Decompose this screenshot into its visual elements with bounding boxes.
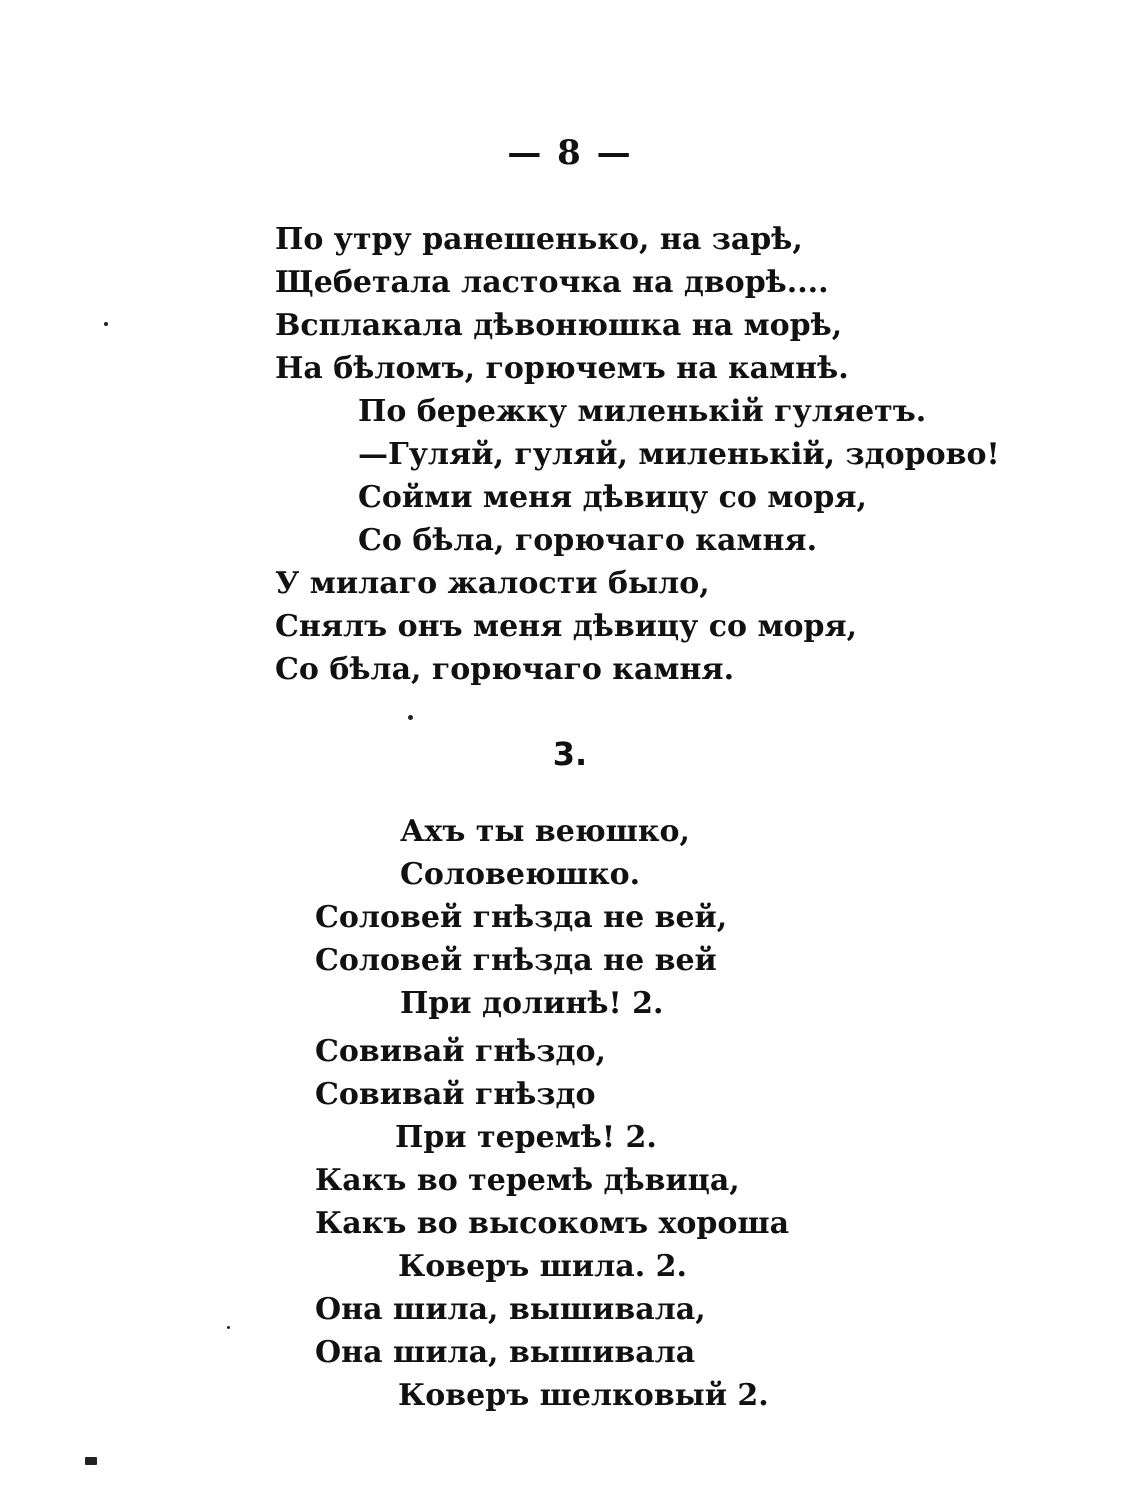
poem-line: Сойми меня дѣвицу со моря, [358,480,867,515]
poem-line: Коверъ шила. 2. [398,1249,687,1284]
poem-line: При теремѣ! 2. [395,1120,657,1155]
poem-line: Коверъ шелковый 2. [398,1378,769,1413]
poem-line: Соловей гнѣзда не вей, [315,900,728,935]
poem-line: Соловей гнѣзда не вей [315,943,717,978]
poem-line: Всплакала дѣвонюшка на морѣ, [275,308,843,343]
poem-line: Ахъ ты веюшко, [400,814,690,849]
scan-speck [85,1457,97,1465]
poem-line: При долинѣ! 2. [400,986,664,1021]
poem-line: Со бѣла, горючаго камня. [275,652,735,687]
poem-line: По утру ранешенько, на зарѣ, [275,222,803,257]
poem-line: У милаго жалости было, [275,566,710,601]
page-number: — 8 — [507,133,633,173]
poem-line: На бѣломъ, горючемъ на камнѣ. [275,351,849,386]
poem-line: Она шила, вышивала [315,1335,696,1370]
poem-line: Какъ во высокомъ хороша [315,1206,790,1241]
section-number: 3. [552,735,588,773]
poem-line: Совивай гнѣздо [315,1077,596,1112]
poem-line: По бережку миленькій гуляетъ. [358,394,927,429]
scan-speck [408,715,413,720]
poem-line: Соловеюшко. [400,857,641,892]
poem-line: Щебетала ласточка на дворѣ.... [275,265,829,300]
poem-line: Снялъ онъ меня дѣвицу со моря, [275,609,858,644]
poem-line: Со бѣла, горючаго камня. [358,523,818,558]
scan-speck [104,322,108,326]
poem-line: Она шила, вышивала, [315,1292,706,1327]
scan-speck [227,1326,230,1329]
poem-line: —Гуляй, гуляй, миленькій, здорово! [358,437,1000,472]
poem-line: Какъ во теремѣ дѣвица, [315,1163,740,1198]
poem-line: Совивай гнѣздо, [315,1034,606,1069]
